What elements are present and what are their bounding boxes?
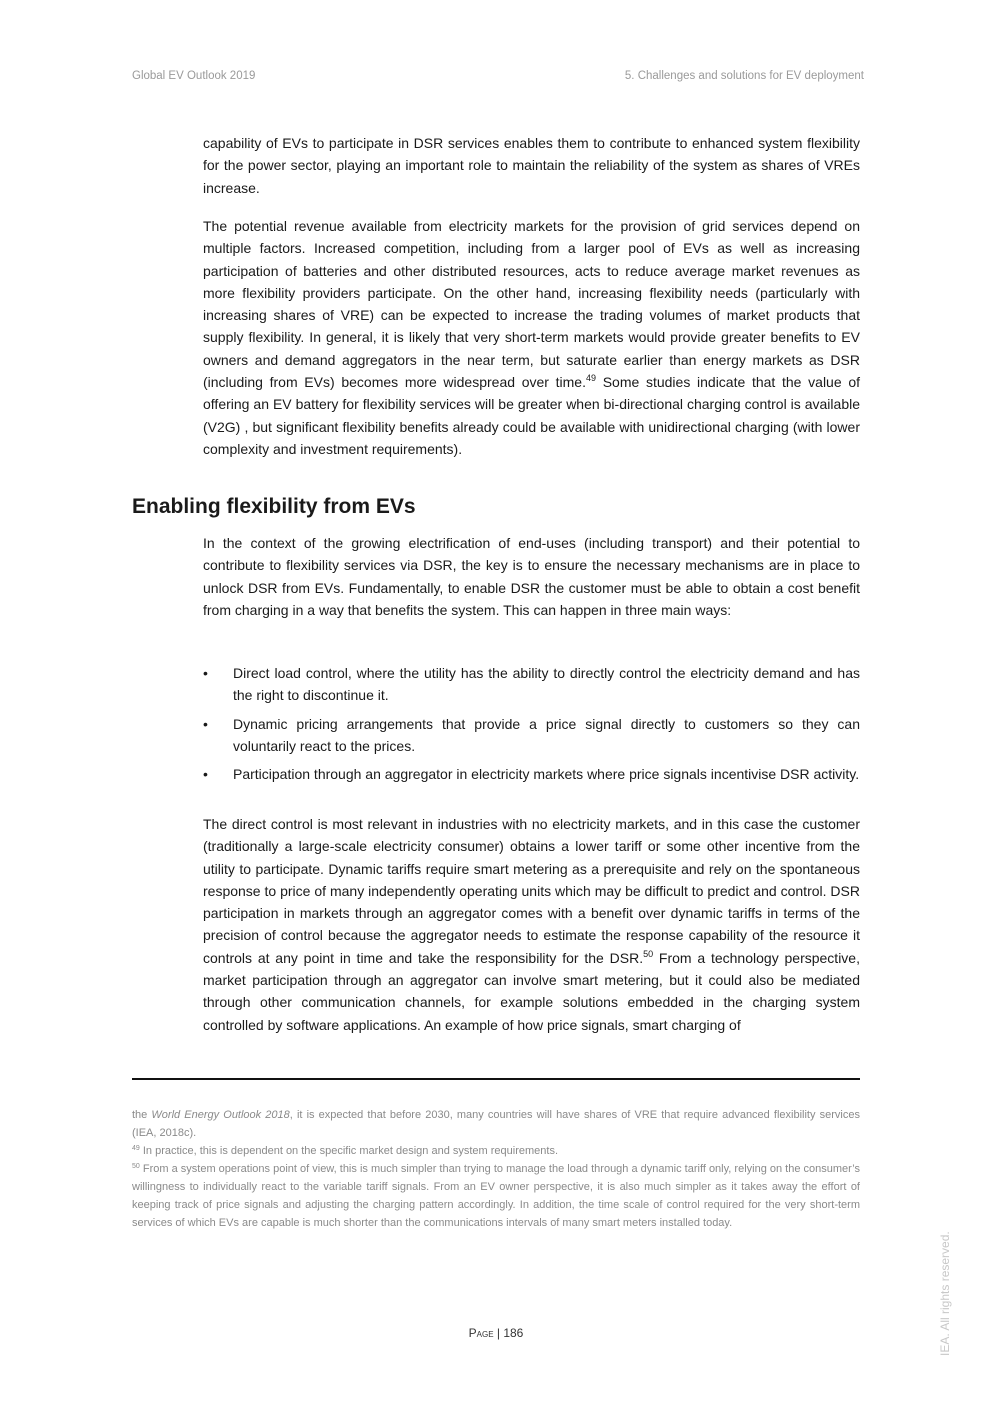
bullet-icon: •: [203, 665, 208, 681]
footnote-49: [132, 1142, 860, 1160]
bullet-icon: •: [203, 715, 208, 732]
paragraph-text-part: From a technology perspective, market participation through an aggregator can involve smart metering, but it could also be mediated through other communication channels, for example solutions embedded in the charging system controlled by software applications. An example of how price signals, smart charging of: [203, 949, 860, 1033]
paragraph-text: In the context of the growing electrification of end-uses (including transport) and their potential to contribute to flexibility services via DSR, the key is to ensure the necessary mechanisms are in place to unlock DSR from EVs. Fundamentally, to enable DSR the customer must be able to obtain a cost benefit from charging in a way that benefits the system. This can happen in three main ways:: [203, 535, 860, 618]
footnote-text: From a system operations point of view, this is much simpler than trying to manage the load through a dynamic tariff only, relying on the consumer’s willingness to individually react to the variable tariff signals. From an EV owner perspective, it is also much simpler as it takes away the effort of keeping track of price signals and adjusting the charging pattern accordingly. In addition, the time scale of control required for the very short-term services of which EVs are capable is much shorter than the communications intervals of many smart meters installed today.: [132, 1163, 860, 1229]
footnote-number: 50: [132, 1163, 140, 1170]
page-number: [0, 1326, 992, 1340]
footnote-italic-title: World Energy Outlook 2018: [151, 1109, 290, 1121]
copyright-watermark: IEA. All rights reserved.: [938, 1231, 952, 1356]
footnote-continuation: [132, 1106, 860, 1142]
list-item-text: Participation through an aggregator in electricity markets where price signals incentivise DSR activity.: [233, 766, 860, 783]
bullet-icon: •: [203, 766, 208, 783]
running-header-right: 5. Challenges and solutions for EV deployment: [624, 70, 864, 82]
footnote-ref-50[interactable]: 50: [643, 948, 654, 959]
footnote-number: 49: [132, 1145, 140, 1152]
paragraph-text: [203, 813, 860, 1036]
page-separator: |: [493, 1326, 504, 1340]
list-item: [203, 713, 860, 758]
footnote-divider: [132, 1078, 860, 1080]
running-header-left: Global EV Outlook 2019: [132, 70, 256, 82]
dsr-ways-list: [203, 662, 860, 785]
footnote-50: [132, 1160, 860, 1232]
paragraph-direct-control: [203, 813, 860, 1036]
paragraph-text-part: The direct control is most relevant in industries with no electricity markets, and in this case the customer (traditionally a large-scale electricity consumer) obtains a lower tariff or some other incentive from the utility to participate. Dynamic tariffs require smart metering as a prerequisite and rely on the spontaneous response to price of many independently operating units which may be difficult to predict and control. DSR participation in markets through an aggregator comes with a benefit over dynamic tariffs in terms of the precision of control because the aggregator needs to estimate the response capability of the resource it controls at any point in time and take the responsibility for the DSR.: [203, 816, 860, 966]
paragraph-text-part: Some studies indicate that the value of offering an EV battery for flexibility services will be greater when bi-directional charging control is available (V2G) , but significant flexibility benefits already could be available with unidirectional charging (with lower complexity and investment requirements).: [203, 374, 860, 457]
paragraph-revenue: [203, 215, 860, 460]
footnote-ref-49[interactable]: 49: [585, 373, 596, 384]
paragraph-text: capability of EVs to participate in DSR services enables them to contribute to enhanced system flexibility for the power sector, playing an important role to maintain the reliability of the system as shares of VREs increase.: [203, 135, 860, 196]
footnote-text: In practice, this is dependent on the specific market design and system requirements.: [139, 1145, 559, 1157]
footnote-text: , it is expected that before 2030, many countries will have shares of VRE that require advanced flexibility services (IEA, 2018c).: [132, 1109, 860, 1139]
paragraph-text-part: The potential revenue available from electricity markets for the provision of grid services depend on multiple factors. Increased competition, including from a larger pool of EVs as well as increasing participation of batteries and other distributed resources, acts to reduce average market revenues as more flexibility providers participate. On the other hand, increasing flexibility needs (particularly with increasing shares of VRE) can be expected to increase the trading volumes of market products that supply flexibility. In general, it is likely that very short-term markets would provide greater benefits to EV owners and demand aggregators in the near term, but saturate earlier than energy markets as DSR (including from EVs) becomes more widespread over time.: [203, 218, 860, 391]
footnotes: [132, 1106, 860, 1232]
list-item: [203, 763, 860, 785]
page-number-value: 186: [503, 1326, 524, 1340]
list-item: [203, 662, 860, 707]
list-item-text: Dynamic pricing arrangements that provide a price signal directly to customers so they can voluntarily react to the prices.: [233, 715, 860, 754]
section-heading: Enabling flexibility from EVs: [132, 495, 416, 518]
paragraph-dsr-capability: [203, 132, 860, 199]
paragraph-context: [203, 532, 860, 621]
list-item-text: Direct load control, where the utility has the ability to directly control the electricity demand and has the right to discontinue it.: [233, 665, 860, 704]
page-label: Page: [468, 1326, 494, 1340]
paragraph-text: [203, 215, 860, 460]
footnote-text: the: [132, 1109, 152, 1121]
